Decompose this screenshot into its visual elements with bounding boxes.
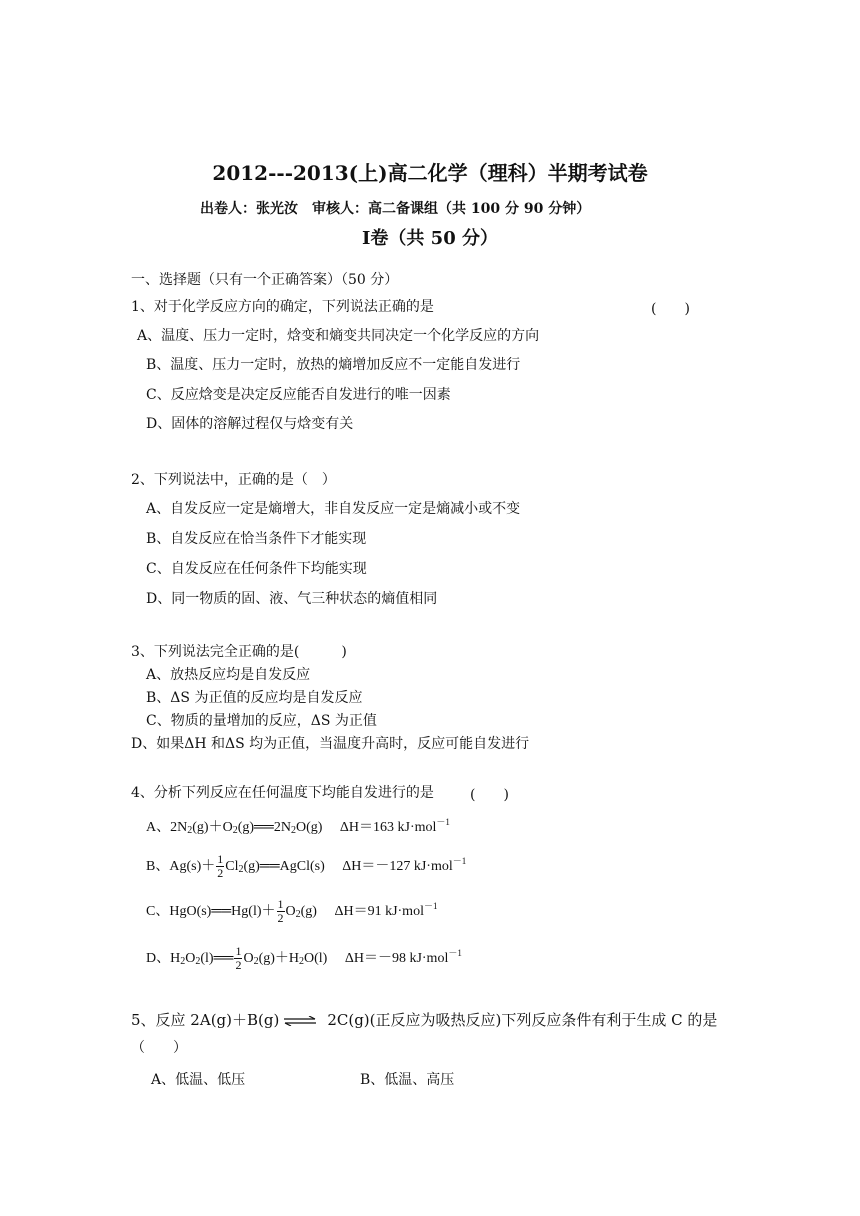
option-a: A、放热反应均是自发反应 — [146, 667, 311, 683]
enthalpy-value: ΔH＝91 kJ·mol — [334, 904, 424, 919]
fraction-half: $\frac{1}{2}$ — [235, 944, 242, 973]
equilibrium-arrow-icon — [283, 1016, 317, 1026]
option-d: D、固体的溶解过程仅与焓变有关 — [146, 416, 354, 432]
option-label: B、 — [146, 859, 170, 874]
option-d: D、如果ΔH 和ΔS 均为正值，当温度升高时，反应可能自发进行 — [131, 736, 530, 752]
option-b: B、低温、高压 — [360, 1072, 455, 1088]
unit-exponent: －1 — [452, 856, 467, 866]
enthalpy-value: ΔH＝163 kJ·mol — [339, 820, 437, 835]
option-a: A、低温、低压 — [151, 1072, 246, 1088]
option-c: C、反应焓变是决定反应能否自发进行的唯一因素 — [146, 387, 451, 403]
fraction-half: $\frac{1}{2}$ — [217, 852, 224, 881]
option-b: B、ΔS 为正值的反应均是自发反应 — [146, 690, 363, 706]
option-b: B、自发反应在恰当条件下才能实现 — [146, 531, 367, 547]
answer-bracket: ( ) — [470, 787, 509, 803]
unit-exponent: －1 — [448, 948, 462, 958]
section-title: Ⅰ卷（共 50 分） — [361, 228, 498, 249]
reaction-equation: HgO(s)══Hg(l)＋ $\frac{1}{2}$ $O_2(g)$ — [169, 897, 317, 926]
option-b: B、温度、压力一定时，放热的熵增加反应不一定能自发进行 — [146, 357, 521, 373]
question-stem: 5、反应 2A(g)＋B(g) 2C(g)(正反应为吸热反应)下列反应条件有利于生成 C 的是 — [131, 1011, 718, 1029]
answer-bracket: （ ） — [131, 1040, 187, 1056]
option-a: A、温度、压力一定时，焓变和熵变共同决定一个化学反应的方向 — [137, 328, 540, 344]
page-title: 2012---2013(上)高二化学（理科）半期考试卷 — [212, 161, 648, 185]
enthalpy-value: ΔH＝－127 kJ·mol — [342, 859, 453, 874]
reaction-equation: Ag(s)＋ $\frac{1}{2}$ $Cl_2(g)══AgCl(s)$ — [169, 852, 325, 881]
option-c — [146, 891, 437, 930]
part-heading: 一、选择题（只有一个正确答案）（50 分） — [131, 272, 399, 288]
option-b — [146, 846, 466, 885]
question-stem: 3、下列说法完全正确的是( ) — [131, 644, 347, 660]
question-stem: 1、对于化学反应方向的确定，下列说法正确的是 — [131, 299, 434, 315]
option-d: D、同一物质的固、液、气三种状态的熵值相同 — [146, 591, 438, 607]
reaction-equation: $H_2O_2(l)══$ $\frac{1}{2}$ $O_2(g)+H_2O(l)$ — [170, 944, 328, 973]
option-a: A、自发反应一定是熵增大，非自发反应一定是熵减小或不变 — [146, 501, 521, 517]
exam-authors: 出卷人：张光汝 审核人：高二备课组（共 100 分 90 分钟） — [200, 201, 591, 217]
question-stem: 2、下列说法中，正确的是（ ） — [131, 472, 336, 488]
option-a — [146, 813, 450, 840]
option-c: C、自发反应在任何条件下均能实现 — [146, 561, 367, 577]
option-label: A、 — [146, 820, 171, 835]
option-label: D、 — [146, 951, 171, 966]
option-label: C、 — [146, 904, 170, 919]
enthalpy-value: ΔH＝－98 kJ·mol — [344, 951, 449, 966]
unit-exponent: －1 — [436, 817, 450, 827]
unit-exponent: －1 — [423, 901, 438, 911]
option-d — [146, 938, 462, 977]
option-c: C、物质的量增加的反应，ΔS 为正值 — [146, 713, 377, 729]
reaction-equation: $2N_2(g)+O_2(g)══2N_2O(g)$ — [170, 820, 323, 836]
question-stem: 4、分析下列反应在任何温度下均能自发进行的是 — [131, 785, 434, 801]
fraction-half: $\frac{1}{2}$ — [277, 897, 284, 926]
answer-bracket: ( ) — [651, 301, 690, 317]
